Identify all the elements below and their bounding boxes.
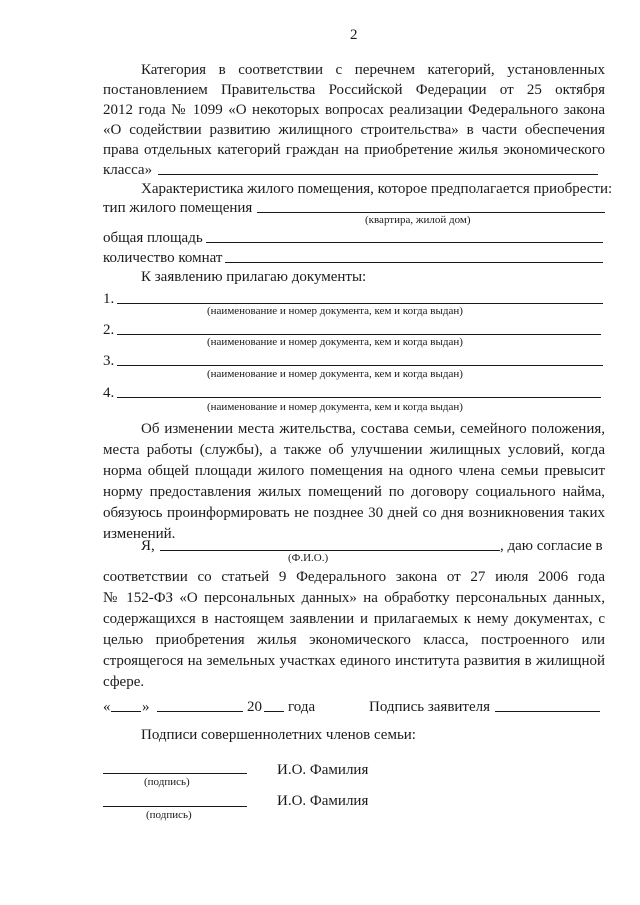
document-number: 4. xyxy=(103,385,115,401)
consent-line: содержащихся в настоящем заявлении и прилагаемых к нему документах, с xyxy=(103,611,605,627)
date-close-quote: » xyxy=(142,699,150,715)
changes-line: обязуюсь проинформировать не позднее 30 дней со дня возникновения таких xyxy=(103,505,605,521)
document-hint: (наименование и номер документа, кем и когда выдан) xyxy=(207,336,463,348)
document-hint: (наименование и номер документа, кем и когда выдан) xyxy=(207,305,463,317)
housing-type-hint: (квартира, жилой дом) xyxy=(365,214,471,226)
family-member-name: И.О. Фамилия xyxy=(277,793,369,809)
consent-fio-hint: (Ф.И.О.) xyxy=(288,552,329,564)
changes-line: места работы (службы), а также об улучшении жилищных условий, когда xyxy=(103,442,605,458)
category-line: класса» xyxy=(103,162,153,178)
document-field[interactable] xyxy=(117,303,603,304)
family-signature-hint: (подпись) xyxy=(144,776,190,788)
changes-paragraph xyxy=(103,419,605,545)
category-line: Категория в соответствии с перечнем категорий, установленных xyxy=(141,62,605,78)
document-field[interactable] xyxy=(117,334,601,335)
category-line: «О содействии развитию жилищного строительства» в части обеспечения xyxy=(103,122,605,138)
consent-line: № 152-ФЗ «О персональных данных» на обработку персональных данных, xyxy=(103,590,605,606)
document-number: 3. xyxy=(103,353,115,369)
family-signature-hint: (подпись) xyxy=(146,809,192,821)
category-paragraph xyxy=(103,60,605,180)
rooms-label: количество комнат xyxy=(103,250,223,266)
consent-line: соответствии со статьей 9 Федерального закона от 27 июля 2006 года xyxy=(103,569,605,585)
housing-type-field[interactable] xyxy=(257,212,605,213)
rooms-field[interactable] xyxy=(225,262,603,263)
area-field[interactable] xyxy=(206,242,603,243)
housing-type-label: тип жилого помещения xyxy=(103,200,253,216)
documents-intro: К заявлению прилагаю документы: xyxy=(141,269,367,285)
date-day-field[interactable] xyxy=(111,711,141,712)
family-title: Подписи совершеннолетних членов семьи: xyxy=(141,727,416,743)
category-line: 2012 года № 1099 «О некоторых вопросах реализации Федерального закона xyxy=(103,102,605,118)
document-field[interactable] xyxy=(117,365,603,366)
family-signature-field[interactable] xyxy=(103,806,247,807)
changes-line: норму предоставления жилых помещений по договору социального найма, xyxy=(103,484,605,500)
category-line: права отдельных категорий граждан на приобретение жилья экономического xyxy=(103,142,605,158)
changes-line: норма общей площади жилого помещения на одного члена семьи превысит xyxy=(103,463,605,479)
consent-line: сфере. xyxy=(103,674,145,690)
category-line: постановлением Правительства Российской Федерации от 25 октября xyxy=(103,82,605,98)
housing-intro: Характеристика жилого помещения, которое предполагается приобрести: xyxy=(141,181,613,197)
date-open-quote: « xyxy=(103,699,111,715)
consent-paragraph xyxy=(103,567,605,693)
date-year-suffix: года xyxy=(288,699,316,715)
consent-fio-field[interactable] xyxy=(160,550,500,551)
date-year-prefix: 20 xyxy=(247,699,262,715)
area-label: общая площадь xyxy=(103,230,203,246)
date-year-field[interactable] xyxy=(264,711,284,712)
consent-line: целью приобретения жилья экономического класса, построенного или xyxy=(103,632,605,648)
document-field[interactable] xyxy=(117,397,601,398)
family-signature-field[interactable] xyxy=(103,773,247,774)
consent-suffix: , даю согласие в xyxy=(500,538,603,554)
document-number: 2. xyxy=(103,322,115,338)
document-hint: (наименование и номер документа, кем и когда выдан) xyxy=(207,401,463,413)
document-hint: (наименование и номер документа, кем и когда выдан) xyxy=(207,368,463,380)
document-number: 1. xyxy=(103,291,115,307)
applicant-signature-label: Подпись заявителя xyxy=(369,699,491,715)
applicant-signature-field[interactable] xyxy=(495,711,600,712)
changes-line: изменений. xyxy=(103,526,176,542)
changes-line: Об изменении места жительства, состава семьи, семейного положения, xyxy=(141,421,605,437)
category-field[interactable] xyxy=(158,174,598,175)
family-member-name: И.О. Фамилия xyxy=(277,762,369,778)
consent-prefix: Я, xyxy=(141,538,155,554)
date-month-field[interactable] xyxy=(157,711,243,712)
page-number: 2 xyxy=(350,27,358,43)
consent-line: строящегося на земельных участках единого института развития в жилищной xyxy=(103,653,605,669)
